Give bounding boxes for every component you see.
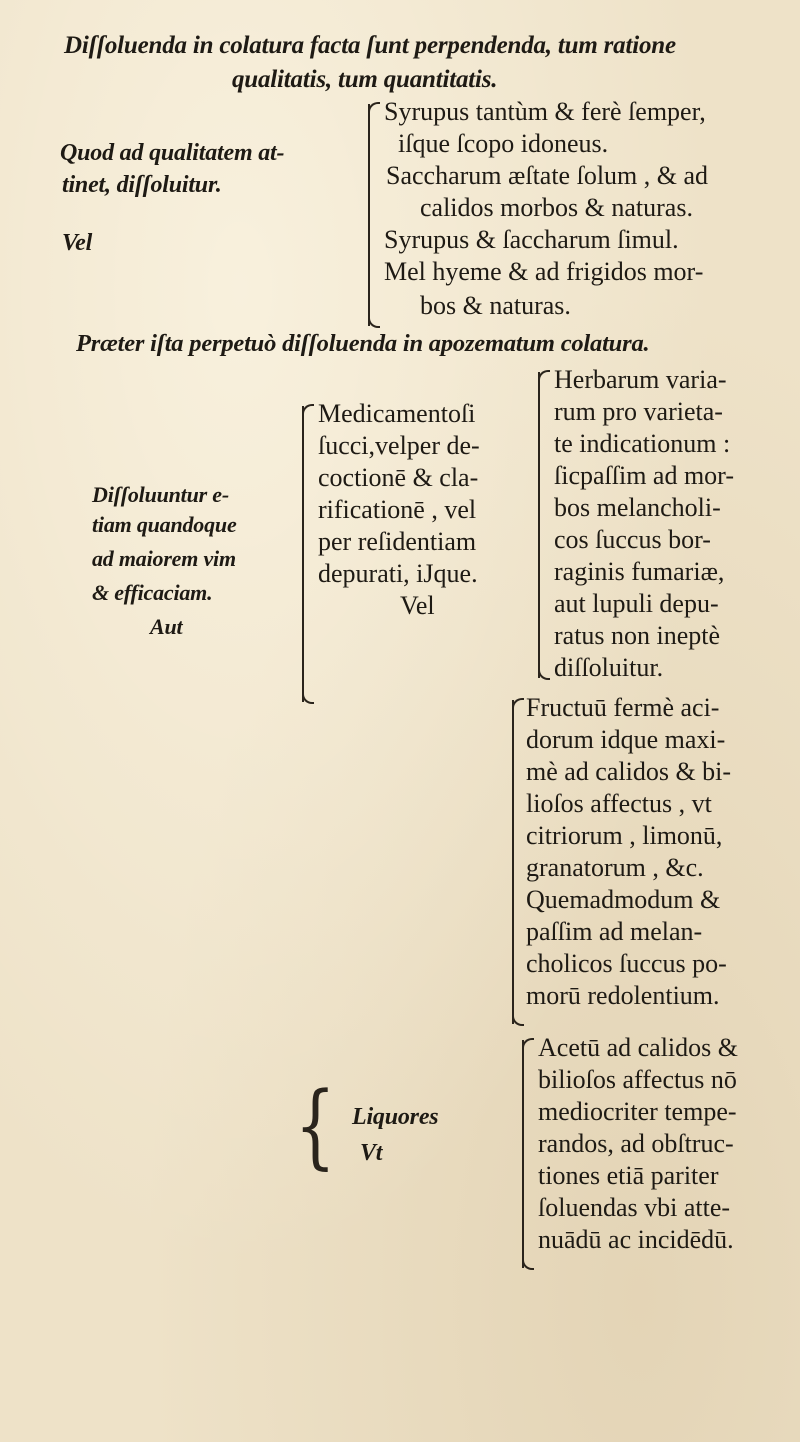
- herbarum-line-3: te indicationum :: [554, 429, 731, 458]
- qualitas-label-line-2: tinet, diſſoluitur.: [62, 172, 222, 198]
- herbarum-line-1: Herbarum varia-: [554, 365, 727, 394]
- bracket-block-1: [368, 104, 370, 326]
- acetum-line-3: mediocriter tempe-: [538, 1097, 737, 1126]
- fructuum-line-3: mè ad calidos & bi-: [526, 757, 732, 786]
- herbarum-line-5: bos melancholi-: [554, 493, 721, 522]
- fructuum-line-7: Quemadmodum &: [526, 885, 721, 914]
- bracket-acetum: [522, 1040, 524, 1268]
- herbarum-line-6: cos ſuccus bor-: [554, 525, 711, 554]
- dissoluuntur-line-1: Diſſoluuntur e-: [92, 482, 229, 507]
- bracket-herbarum: [538, 372, 540, 678]
- saccharum-line-2: calidos morbos & naturas.: [420, 193, 693, 222]
- praeter-line: Præter iſta perpetuò diſſoluenda in apozematum colatura.: [76, 330, 650, 357]
- syrupus-line-2: iſque ſcopo idoneus.: [398, 129, 609, 158]
- fructuum-line-5: citriorum , limonū,: [526, 821, 723, 850]
- fructuum-line-8: paſſim ad melan-: [526, 917, 703, 946]
- herbarum-line-9: ratus non ineptè: [554, 621, 721, 650]
- heading-line-2: qualitatis, tum quantitatis.: [232, 66, 498, 93]
- liquores-label: Liquores: [352, 1104, 439, 1130]
- heading-line-1: Diſſoluenda in colatura facta ſunt perpendenda, tum ratione: [64, 32, 676, 59]
- herbarum-line-4: ſicpaſſim ad mor-: [554, 461, 734, 490]
- mel-line-1: Mel hyeme & ad frigidos mor-: [384, 257, 704, 286]
- medicamentosi-line-4: rificationē , vel: [318, 495, 477, 524]
- herbarum-line-7: raginis fumariæ,: [554, 557, 725, 586]
- dissoluuntur-line-4: & efficaciam.: [92, 580, 213, 605]
- medicamentosi-line-5: per reſidentiam: [318, 527, 477, 556]
- aut-label: Aut: [150, 614, 183, 639]
- dissoluuntur-line-3: ad maiorem vim: [92, 546, 236, 571]
- herbarum-line-10: diſſoluitur.: [554, 653, 664, 682]
- vt-label: Vt: [360, 1140, 383, 1166]
- acetum-line-6: ſoluendas vbi atte-: [538, 1193, 731, 1222]
- bracket-fructuum: [512, 700, 514, 1024]
- qualitas-label-line-1: Quod ad qualitatem at-: [60, 140, 285, 166]
- fructuum-line-2: dorum idque maxi-: [526, 725, 726, 754]
- bracket-medicamentosi: [302, 406, 304, 702]
- syrupus-saccharum-line: Syrupus & ſaccharum ſimul.: [384, 225, 679, 254]
- fructuum-line-9: cholicos ſuccus po-: [526, 949, 727, 978]
- medicamentosi-line-3: coctionē & cla-: [318, 463, 479, 492]
- acetum-line-1: Acetū ad calidos &: [538, 1033, 738, 1062]
- mel-line-2: bos & naturas.: [420, 291, 571, 320]
- curly-brace-liquores: {: [294, 1072, 336, 1179]
- acetum-line-4: randos, ad obſtruc-: [538, 1129, 734, 1158]
- medicamentosi-line-2: ſucci,velper de-: [318, 431, 480, 460]
- saccharum-line-1: Saccharum æſtate ſolum , & ad: [386, 161, 709, 190]
- medicamentosi-line-1: Medicamentoſi: [318, 399, 476, 428]
- syrupus-line-1: Syrupus tantùm & ferè ſemper,: [384, 97, 706, 126]
- fructuum-line-4: lioſos affectus , vt: [526, 789, 712, 818]
- acetum-line-2: bilioſos affectus nō: [538, 1065, 737, 1094]
- herbarum-line-8: aut lupuli depu-: [554, 589, 719, 618]
- fructuum-line-1: Fructuū fermè aci-: [526, 693, 720, 722]
- medicamentosi-line-6: depurati, iJque.: [318, 559, 478, 588]
- dissoluuntur-line-2: tiam quandoque: [92, 512, 237, 537]
- herbarum-line-2: rum pro varieta-: [554, 397, 723, 426]
- fructuum-line-6: granatorum , &c.: [526, 853, 704, 882]
- acetum-line-5: tiones etiā pariter: [538, 1161, 719, 1190]
- fructuum-line-10: morū redolentium.: [526, 981, 720, 1010]
- acetum-line-7: nuādū ac incidēdū.: [538, 1225, 734, 1254]
- vel-label-1: Vel: [62, 230, 93, 256]
- vel-label-2: Vel: [400, 591, 435, 620]
